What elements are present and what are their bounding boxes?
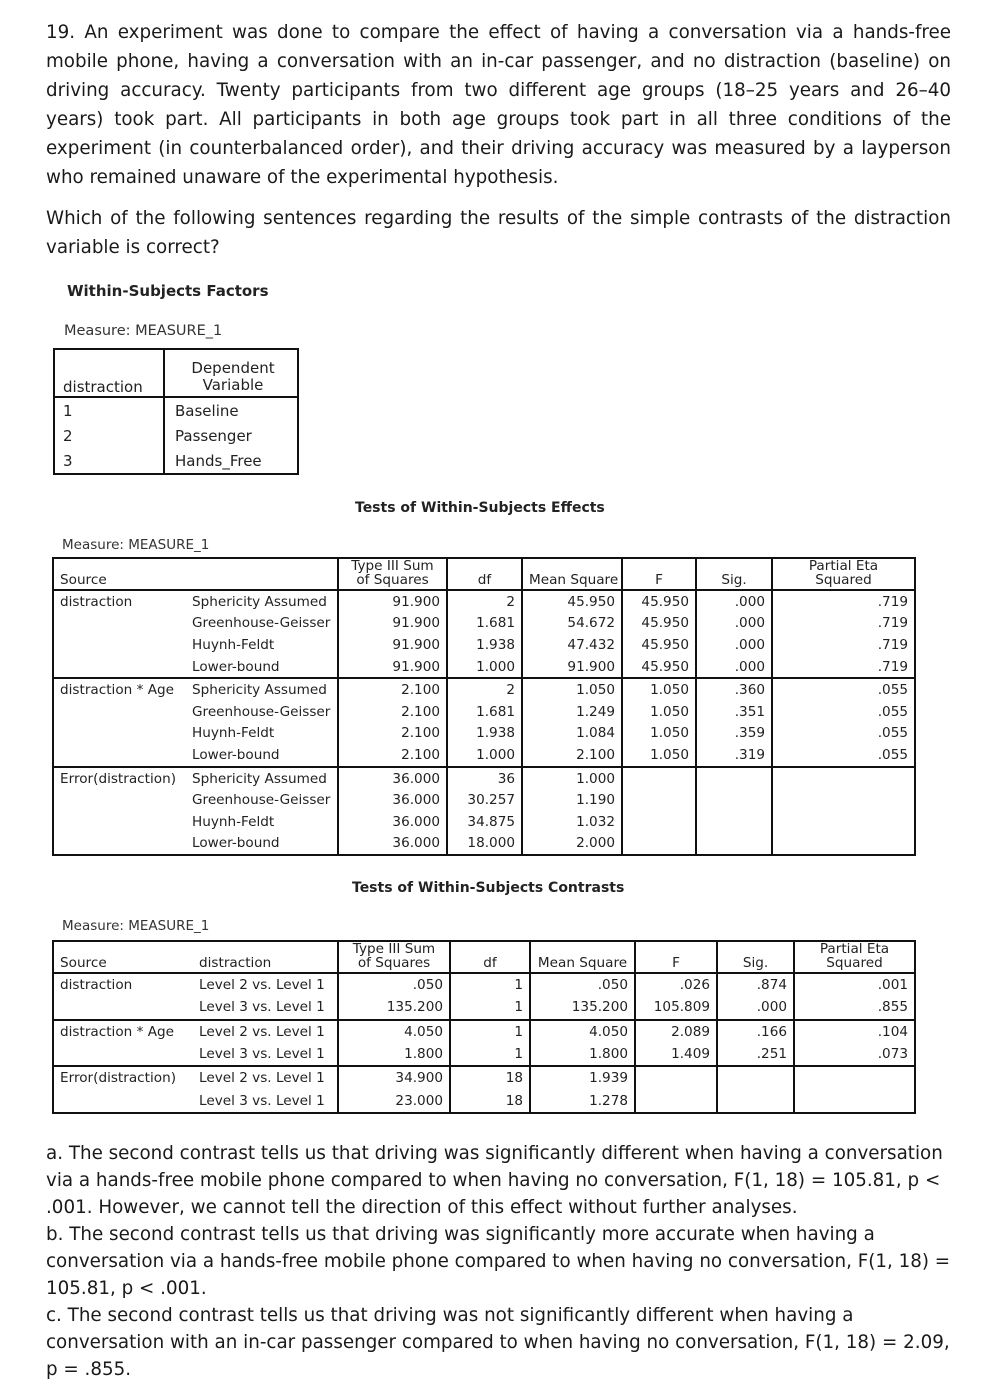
contrasts-source [53,1043,193,1066]
effects-sig: .351 [696,701,772,723]
contrasts-df: 1 [450,1020,530,1043]
contrasts-measure: Measure: MEASURE_1 [62,918,210,934]
effects-header-row [53,558,915,590]
effects-eta: .719 [772,634,915,656]
factors-header-line2: Variable [202,376,264,394]
contrasts-df: 1 [450,1043,530,1066]
effects-row [53,701,915,723]
contrasts-header-ss-line1: Type III Sum [352,941,436,957]
contrasts-eta: .855 [794,996,915,1019]
effects-df: 2 [447,590,522,613]
effects-ms: 1.249 [522,701,622,723]
effects-row [53,613,915,635]
contrasts-source [53,1089,193,1112]
effects-row [53,767,915,790]
effects-sig: .319 [696,744,772,767]
effects-df: 1.938 [447,723,522,745]
effects-header-ss-line1: Type III Sum [351,558,434,574]
effects-test: Greenhouse-Geisser [192,703,331,720]
effects-ms: 54.672 [522,613,622,635]
effects-eta: .055 [772,744,915,767]
factors-level: 2 [54,423,164,448]
contrasts-title: Tests of Within-Subjects Contrasts [352,880,625,896]
effects-sig [696,789,772,811]
effects-source [53,744,186,767]
effects-source: Error(distraction) [53,767,186,790]
contrasts-df: 18 [450,1066,530,1089]
contrasts-table [52,940,916,1114]
effects-sig [696,811,772,833]
within-factors-measure: Measure: MEASURE_1 [64,323,223,339]
answer-options [46,1140,951,1383]
effects-f: 1.050 [622,723,696,745]
effects-eta: .719 [772,590,915,613]
contrasts-f: 2.089 [635,1020,717,1043]
effects-row [53,744,915,767]
effects-eta: .719 [772,656,915,679]
contrasts-level: Level 3 vs. Level 1 [199,1092,325,1109]
effects-ss: 36.000 [338,789,447,811]
contrasts-f [635,1089,717,1112]
contrasts-f: 105.809 [635,996,717,1019]
contrasts-ss: 1.800 [338,1043,450,1066]
contrasts-row [53,996,915,1019]
effects-table [52,557,916,856]
effects-df: 1.938 [447,634,522,656]
factors-level: 1 [54,397,164,423]
effects-test: Huynh-Feldt [192,813,275,830]
effects-f: 1.050 [622,744,696,767]
factors-header-line1: Dependent [191,359,275,377]
effects-ss: 91.900 [338,634,447,656]
contrasts-ss: 4.050 [338,1020,450,1043]
effects-ms: 47.432 [522,634,622,656]
effects-test: Lower-bound [192,746,280,763]
question-text: 19. An experiment was done to compare the effect of having a conversation via a hands-free mobile phone, having a conversation with an in-car passenger, and no distraction (baseline) on driving accuracy. Twenty participants from two different age groups (18–25 years and 26–40 years) took part. All participants in both age groups took part in all three conditions of the experiment (in counterbalanced order), and their driving accuracy was measured by a layperson who remained unaware of the experimental hypothesis. [46,22,951,188]
effects-ss: 36.000 [338,767,447,790]
contrasts-header-ms: Mean Square [530,941,635,973]
effects-sig: .000 [696,634,772,656]
effects-df: 1.681 [447,613,522,635]
effects-ss: 36.000 [338,833,447,856]
effects-f: 45.950 [622,590,696,613]
contrasts-ms: 135.200 [530,996,635,1019]
effects-df: 30.257 [447,789,522,811]
contrasts-header-ss [338,941,450,973]
effects-ss: 91.900 [338,613,447,635]
contrasts-header-distraction: distraction [193,941,338,973]
effects-ms: 1.084 [522,723,622,745]
effects-sig: .359 [696,723,772,745]
factors-header-distraction: distraction [54,349,164,397]
contrasts-sig [717,1089,794,1112]
contrasts-eta [794,1066,915,1089]
effects-test: Lower-bound [192,835,280,852]
contrasts-source [53,996,193,1019]
effects-f: 1.050 [622,701,696,723]
effects-ms: 1.050 [522,678,622,701]
effects-test: Sphericity Assumed [186,767,338,790]
effects-f: 1.050 [622,678,696,701]
effects-source [53,613,186,635]
effects-test: Huynh-Feldt [192,636,275,653]
contrasts-f: .026 [635,973,717,996]
effects-row [53,590,915,613]
effects-sig [696,833,772,856]
contrasts-ms: 1.278 [530,1089,635,1112]
effects-eta [772,789,915,811]
effects-header-eta [772,558,915,590]
contrasts-row [53,1089,915,1112]
effects-ss: 2.100 [338,678,447,701]
contrasts-source: distraction * Age [53,1020,193,1043]
effects-test: Lower-bound [192,658,280,675]
effects-ms: 1.190 [522,789,622,811]
contrasts-header-row [53,941,915,973]
effects-source [53,634,186,656]
contrasts-sig: .166 [717,1020,794,1043]
contrasts-header-eta [794,941,915,973]
effects-source: distraction * Age [53,678,186,701]
contrasts-level: Level 2 vs. Level 1 [199,977,325,994]
effects-eta: .055 [772,723,915,745]
effects-measure: Measure: MEASURE_1 [62,537,210,553]
effects-header-eta-line2: Squared [815,572,872,588]
contrasts-eta: .001 [794,973,915,996]
contrasts-level: Level 2 vs. Level 1 [193,1020,338,1043]
effects-source [53,833,186,856]
effects-sig: .000 [696,613,772,635]
effects-f [622,789,696,811]
contrasts-sig: .874 [717,973,794,996]
effects-df: 2 [447,678,522,701]
effects-ss: 91.900 [338,656,447,679]
effects-sig: .000 [696,656,772,679]
effects-row [53,833,915,856]
effects-test: Sphericity Assumed [186,678,338,701]
contrasts-header-sig: Sig. [717,941,794,973]
effects-header-ss-line2: of Squares [356,572,429,588]
within-factors-title: Within-Subjects Factors [67,282,269,300]
effects-df: 36 [447,767,522,790]
effects-header-test [186,558,338,590]
contrasts-row [53,1020,915,1043]
effects-df: 1.000 [447,744,522,767]
effects-sig [696,767,772,790]
option-b[interactable]: b. The second contrast tells us that driving was significantly more accurate when having a conversation via a hands-free mobile phone compared to when having no conversation, F(1, 18) = 105.81, p < .001. [46,1224,951,1299]
effects-row [53,656,915,679]
effects-df: 18.000 [447,833,522,856]
effects-f [622,811,696,833]
effects-row [53,723,915,745]
effects-eta [772,811,915,833]
effects-source [53,811,186,833]
contrasts-ss: 135.200 [338,996,450,1019]
effects-df: 1.681 [447,701,522,723]
contrasts-ss: .050 [338,973,450,996]
contrasts-header-ss-line2: of Squares [357,955,431,971]
effects-f: 45.950 [622,634,696,656]
effects-ss: 2.100 [338,723,447,745]
option-a[interactable]: a. The second contrast tells us that driving was significantly different when having a conversation via a hands-free mobile phone compared to when having no conversation, F(1, 18) = 105.81, p < .001. However, we cannot tell the direction of this effect without further analyses. [46,1143,943,1218]
contrasts-eta: .104 [794,1020,915,1043]
effects-source [53,789,186,811]
effects-eta [772,767,915,790]
effects-title: Tests of Within-Subjects Effects [355,500,605,516]
question-prompt: Which of the following sentences regarding the results of the simple contrasts of the distraction variable is correct? [46,208,951,258]
contrasts-sig: .000 [717,996,794,1019]
contrasts-eta [794,1089,915,1112]
effects-test: Sphericity Assumed [192,593,327,610]
effects-row [53,634,915,656]
effects-header-eta-line1: Partial Eta [808,558,879,574]
effects-ms: 91.900 [522,656,622,679]
effects-sig: .360 [696,678,772,701]
contrasts-sig [717,1066,794,1089]
effects-header-sig: Sig. [696,558,772,590]
effects-ms: 1.000 [522,767,622,790]
effects-test: Greenhouse-Geisser [192,615,331,632]
effects-ss: 2.100 [338,744,447,767]
contrasts-ms: .050 [530,973,635,996]
effects-ms: 1.032 [522,811,622,833]
factors-variable: Hands_Free [175,451,262,470]
effects-source [53,656,186,679]
factors-level: 3 [54,448,164,474]
contrasts-df: 1 [450,973,530,996]
contrasts-header-df: df [450,941,530,973]
contrasts-header-source: Source [53,941,193,973]
option-c[interactable]: c. The second contrast tells us that driving was not significantly different when having a conversation with an in-car passenger compared to when having no conversation, F(1, 18) = 2.09, p = .855. [46,1305,950,1380]
effects-eta: .055 [772,701,915,723]
contrasts-ms: 1.800 [530,1043,635,1066]
effects-source [53,723,186,745]
effects-source [53,701,186,723]
contrasts-ms: 4.050 [530,1020,635,1043]
factors-row [54,397,298,423]
effects-row [53,789,915,811]
factors-variable: Passenger [175,426,252,445]
effects-f [622,767,696,790]
effects-ss: 36.000 [338,811,447,833]
effects-df: 34.875 [447,811,522,833]
effects-f: 45.950 [622,656,696,679]
effects-header-f: F [622,558,696,590]
contrasts-row [53,973,915,996]
effects-eta [772,833,915,856]
effects-ss: 2.100 [338,701,447,723]
effects-f: 45.950 [622,613,696,635]
contrasts-source: Error(distraction) [53,1066,193,1089]
effects-header-ms: Mean Square [522,558,622,590]
effects-test: Huynh-Feldt [192,725,275,742]
contrasts-row [53,1066,915,1089]
effects-row [53,678,915,701]
contrasts-row [53,1043,915,1066]
effects-header-source: Source [53,558,186,590]
contrasts-level: Level 2 vs. Level 1 [193,1066,338,1089]
contrasts-header-eta-line2: Squared [826,955,883,971]
effects-sig: .000 [696,590,772,613]
contrasts-f: 1.409 [635,1043,717,1066]
factors-row [54,423,298,448]
contrasts-sig: .251 [717,1043,794,1066]
effects-header-ss [338,558,447,590]
contrasts-ss: 23.000 [338,1089,450,1112]
effects-ss: 91.900 [338,590,447,613]
contrasts-header-f: F [635,941,717,973]
effects-ms: 2.100 [522,744,622,767]
contrasts-f [635,1066,717,1089]
contrasts-level: Level 3 vs. Level 1 [199,999,325,1016]
contrasts-eta: .073 [794,1043,915,1066]
contrasts-ss: 34.900 [338,1066,450,1089]
effects-ms: 2.000 [522,833,622,856]
contrasts-source: distraction [60,977,133,994]
contrasts-ms: 1.939 [530,1066,635,1089]
effects-ms: 45.950 [522,590,622,613]
contrasts-level: Level 3 vs. Level 1 [199,1046,325,1063]
effects-eta: .055 [772,678,915,701]
factors-header-dependent [164,349,298,397]
contrasts-df: 1 [450,996,530,1019]
effects-eta: .719 [772,613,915,635]
within-factors-table [53,348,299,475]
factors-header-row [54,349,298,397]
effects-df: 1.000 [447,656,522,679]
factors-row [54,448,298,474]
effects-source: distraction [60,593,133,610]
factors-variable: Baseline [175,401,239,420]
effects-f [622,833,696,856]
contrasts-df: 18 [450,1089,530,1112]
contrasts-header-eta-line1: Partial Eta [819,941,890,957]
effects-test: Greenhouse-Geisser [192,792,331,809]
effects-row [53,811,915,833]
effects-header-df: df [447,558,522,590]
